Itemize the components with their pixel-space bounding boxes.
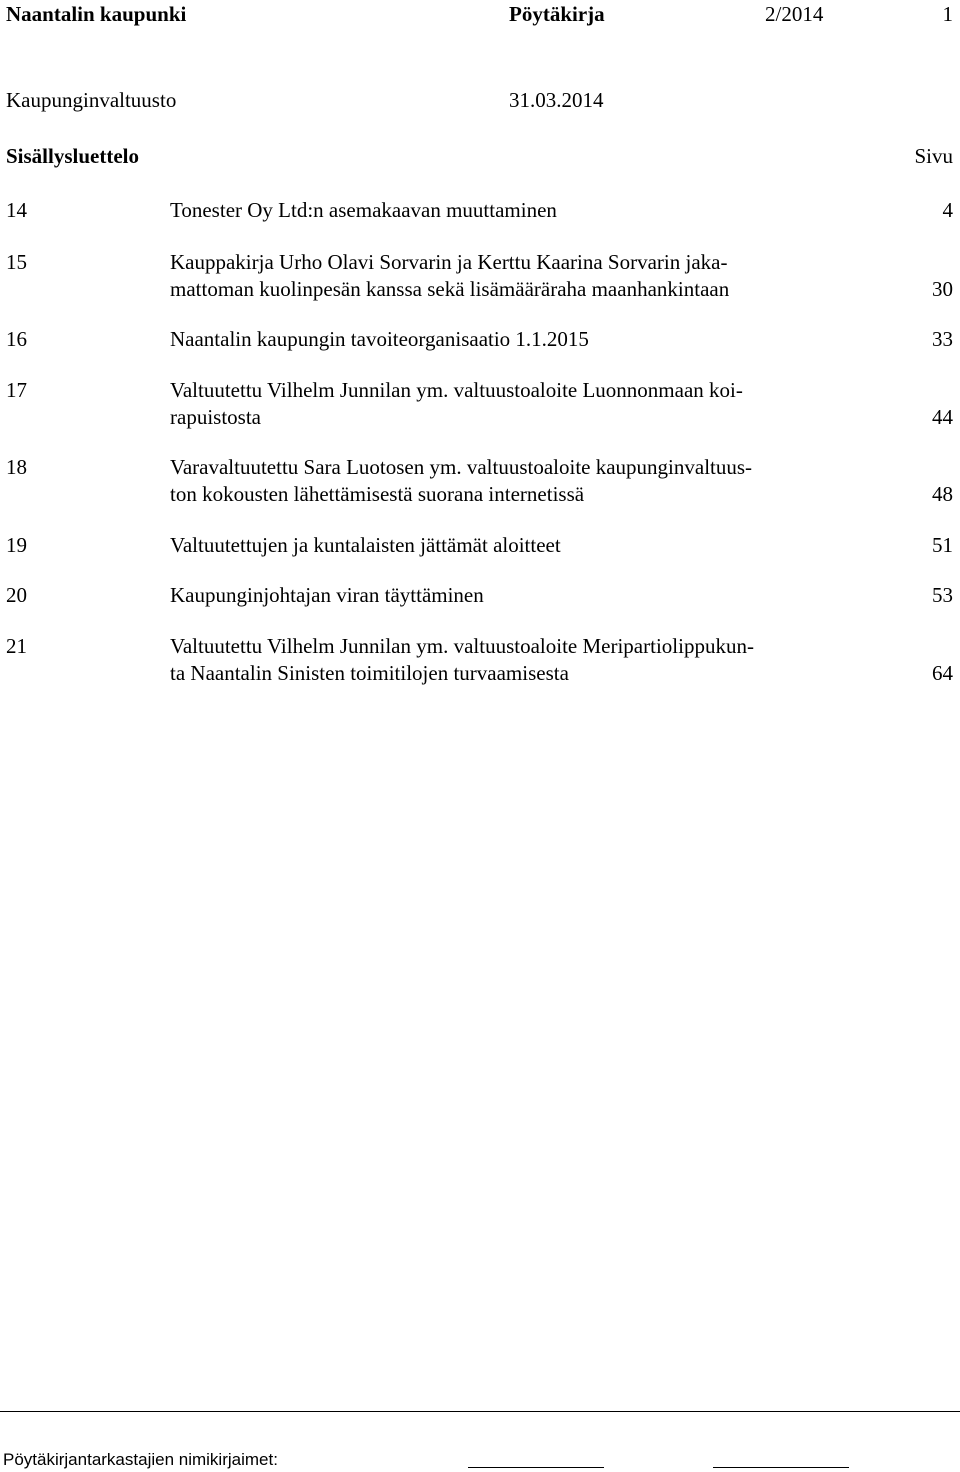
toc-item-title: Varavaltuutettu Sara Luotosen ym. valtuustoaloite kaupunginvaltuus- <box>170 455 753 479</box>
toc-item-page: 33 <box>932 327 953 351</box>
toc-item-title: Valtuutettu Vilhelm Junnilan ym. valtuustoaloite Luonnonmaan koi- <box>170 378 743 402</box>
toc-item-number: 14 <box>6 198 27 222</box>
toc-item-title: Kauppakirja Urho Olavi Sorvarin ja Kerttu Kaarina Sorvarin jaka- <box>170 250 728 274</box>
toc-item-page: 30 <box>932 277 953 301</box>
toc-item-title: Valtuutettujen ja kuntalaisten jättämät aloitteet <box>170 533 561 557</box>
toc-item-title: Tonester Oy Ltd:n asemakaavan muuttaminen <box>170 198 557 222</box>
signature-line-1 <box>468 1467 604 1468</box>
document-number: 2/2014 <box>765 2 824 26</box>
toc-title: Sisällysluettelo <box>6 144 140 168</box>
toc-item-number: 16 <box>6 327 27 351</box>
signature-line-2 <box>713 1467 849 1468</box>
toc-item-page: 53 <box>932 583 953 607</box>
toc-item-number: 17 <box>6 378 27 402</box>
organization-name: Naantalin kaupunki <box>6 2 187 26</box>
toc-item-title-continued: mattoman kuolinpesän kanssa sekä lisämääräraha maanhankintaan <box>170 277 730 301</box>
toc-item-page: 4 <box>942 198 953 222</box>
toc-page-column-label: Sivu <box>914 144 953 168</box>
document-type: Pöytäkirja <box>509 2 605 26</box>
toc-item-title-continued: ta Naantalin Sinisten toimitilojen turvaamisesta <box>170 661 569 685</box>
toc-item-number: 20 <box>6 583 27 607</box>
toc-item-number: 15 <box>6 250 27 274</box>
toc-item-number: 19 <box>6 533 27 557</box>
toc-item-number: 21 <box>6 634 27 658</box>
signature-label: Pöytäkirjantarkastajien nimikirjaimet: <box>3 1450 278 1469</box>
toc-item-page: 44 <box>932 405 953 429</box>
footer-divider <box>0 1411 960 1412</box>
toc-item-page: 64 <box>932 661 953 685</box>
toc-item-number: 18 <box>6 455 27 479</box>
meeting-date: 31.03.2014 <box>509 88 604 112</box>
toc-item-title: Naantalin kaupungin tavoiteorganisaatio 1.1.2015 <box>170 327 589 351</box>
meeting-body: Kaupunginvaltuusto <box>6 88 177 112</box>
page-number: 1 <box>942 2 953 26</box>
toc-item-title-continued: rapuistosta <box>170 405 261 429</box>
toc-item-title: Kaupunginjohtajan viran täyttäminen <box>170 583 484 607</box>
toc-item-page: 51 <box>932 533 953 557</box>
toc-item-title: Valtuutettu Vilhelm Junnilan ym. valtuustoaloite Meripartiolippukun- <box>170 634 754 658</box>
toc-item-page: 48 <box>932 482 953 506</box>
toc-item-title-continued: ton kokousten lähettämisestä suorana internetissä <box>170 482 585 506</box>
